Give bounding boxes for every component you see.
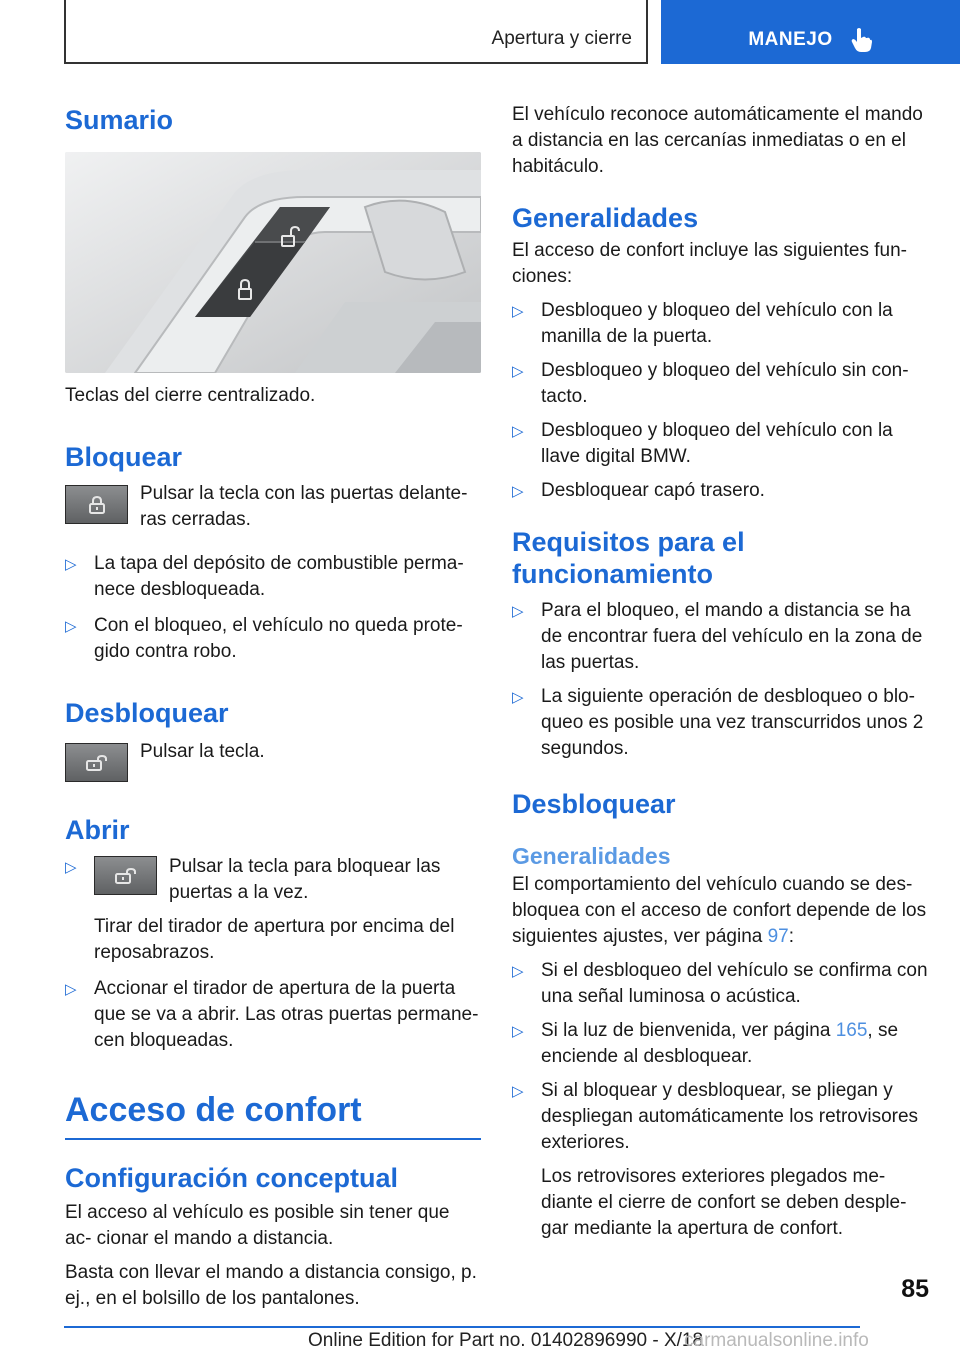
desb-item3-continuation: Los retrovisores exteriores plegados me- diante el cierre de confort se deben desple- gar mediante la apertura de confort. — [541, 1166, 907, 1239]
list-item — [512, 1078, 928, 1242]
acceso-confort-heading: Acceso de confort — [65, 1091, 362, 1129]
desb-text-pre: El comportamiento del vehículo cuando se des- bloquea con el acceso de confort depende de los siguientes ajustes, ver página — [512, 874, 927, 947]
page-ref-link[interactable]: 97 — [767, 926, 789, 947]
page-number: 85 — [901, 1275, 929, 1303]
watermark-text: carmanualsonline.info — [684, 1330, 869, 1351]
config-paragraph-1: El acceso al vehículo es posible sin tener que ac- cionar el mando a distancia. — [65, 1202, 450, 1249]
desb-item2-pre: Si la luz de bienvenida, ver página — [541, 1020, 836, 1041]
desb-item3-text: ▷ Si al bloquear y desbloquear, se pliegan y despliegan automáticamente los retrovisores exteriores. — [541, 1080, 919, 1153]
desbloquear-heading: Desbloquear — [65, 698, 229, 728]
header-chapter-title: MANEJO — [748, 29, 833, 50]
bloquear-heading: Bloquear — [65, 442, 183, 472]
abrir-item1-text: ▷ Pulsar la tecla para bloquear las puertas a la vez. — [169, 856, 441, 903]
desbloquear-text: Pulsar la tecla. — [140, 741, 265, 762]
generalidades-heading: Generalidades — [512, 203, 699, 233]
list-item: ▷ Para el bloqueo, el mando a distancia se ha de encontrar fuera del vehículo en la zona de las puertas. — [512, 598, 928, 676]
desb-text-post: : — [788, 926, 795, 947]
generalidades-text: El acceso de confort incluye las siguientes fun- ciones: — [512, 240, 907, 287]
config-conceptual-heading: Configuración conceptual — [65, 1163, 399, 1193]
desbloquear-generalidades-text — [512, 872, 928, 950]
lock-open-icon — [86, 755, 108, 771]
lock-closed-icon — [87, 496, 107, 514]
list-item: ▷ Desbloquear capó trasero. — [512, 478, 928, 504]
list-item — [512, 1018, 928, 1070]
abrir-item1-continuation: Tirar del tirador de apertura por encima del reposabrazos. — [94, 916, 455, 963]
list-item: ▷ Desbloqueo y bloqueo del vehículo sin con- tacto. — [512, 358, 928, 410]
intro-paragraph: El vehículo reconoce automáticamente el mando a distancia en las cercanías inmediatas o en el habitáculo. — [512, 104, 923, 177]
requisitos-heading-line2: funcionamiento — [512, 559, 713, 589]
bloquear-text: Pulsar la tecla con las puertas delante- ras cerradas. — [140, 483, 468, 530]
lock-button-graphic — [65, 485, 128, 524]
list-item: ▷ Accionar el tirador de apertura de la puerta que se va a abrir. Las otras puertas permane- cen bloqueadas. — [65, 976, 481, 1054]
abrir-list — [65, 854, 481, 1054]
abrir-heading: Abrir — [65, 815, 130, 845]
left-column — [65, 100, 481, 1312]
sumario-heading: Sumario — [65, 105, 174, 135]
page-ref-link[interactable]: 165 — [835, 1020, 868, 1041]
requisitos-list — [512, 598, 928, 762]
header-chapter-tab — [661, 0, 960, 64]
desbloquear-heading-right: Desbloquear — [512, 789, 676, 819]
lock-open-icon — [115, 868, 137, 884]
door-lock-buttons-photo — [65, 152, 481, 373]
list-item: ▷ Desbloqueo y bloqueo del vehículo con la manilla de la puerta. — [512, 298, 928, 350]
desbloquear-generalidades-subheading: Generalidades — [512, 843, 671, 869]
list-item: ▷ La tapa del depósito de combustible perma- nece desbloqueada. — [65, 551, 481, 603]
unlock-button-graphic — [65, 743, 128, 782]
unlock-button-graphic — [94, 856, 157, 895]
list-item: ▷ La siguiente operación de desbloqueo o blo- queo es posible una vez transcurridos unos 2 segundos. — [512, 684, 928, 762]
header-section-title: Apertura y cierre — [491, 28, 632, 49]
list-item: ▷ Con el bloqueo, el vehículo no queda prote- gido contra robo. — [65, 613, 481, 665]
photo-caption: Teclas del cierre centralizado. — [65, 385, 316, 406]
edition-text: Online Edition for Part no. 01402896990 - X/18 — [308, 1330, 704, 1351]
section-divider — [65, 1138, 481, 1140]
hand-pointer-icon — [851, 27, 873, 53]
generalidades-list — [512, 298, 928, 504]
list-item — [65, 854, 481, 966]
requisitos-heading — [512, 526, 928, 590]
list-item: ▷ Desbloqueo y bloqueo del vehículo con la llave digital BMW. — [512, 418, 928, 470]
desbloquear-list — [512, 958, 928, 1242]
requisitos-heading-line1: Requisitos para el — [512, 527, 745, 557]
desb-item2-post: , se enciende al desbloquear. — [541, 1020, 899, 1067]
header-section-tab — [64, 0, 648, 64]
footer-divider — [64, 1326, 860, 1328]
list-item: ▷ Si el desbloqueo del vehículo se confirma con una señal luminosa o acústica. — [512, 958, 928, 1010]
config-paragraph-2: Basta con llevar el mando a distancia consigo, p. ej., en el bolsillo de los pantalones. — [65, 1262, 477, 1309]
right-column — [512, 102, 928, 1242]
bloquear-list — [65, 551, 481, 665]
